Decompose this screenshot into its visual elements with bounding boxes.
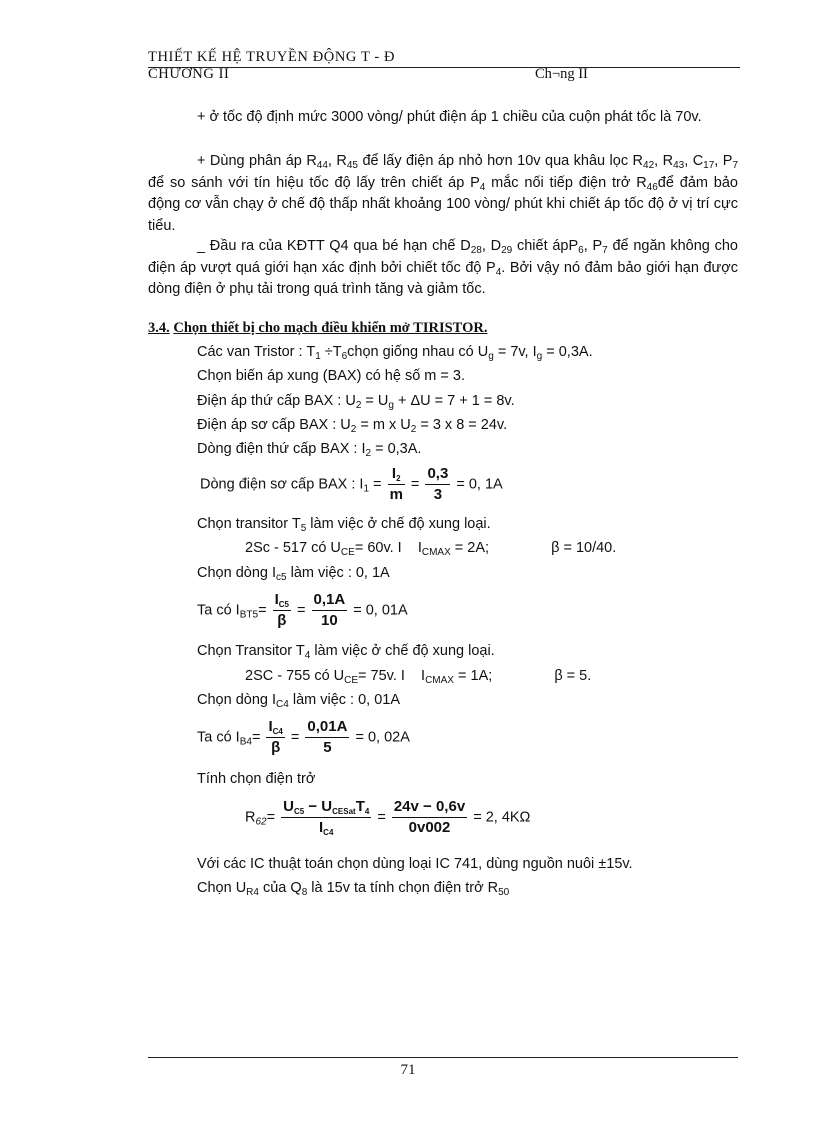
line-ic5: Chọn dòng $I_{c5}$ làm việc : 0, 1A (197, 565, 390, 583)
header-title: THIẾT KẾ HỆ TRUYỀN ĐỘNG T - Đ (148, 49, 396, 65)
line-resistor-title: Tính chọn điện trở (197, 771, 316, 787)
header-rule (148, 67, 740, 68)
line-ib4: Ta có $I_{B4}=$ $\frac{I_{C4}}{\beta}$ = $\frac{0,01A}{5}$ = 0, 02A (197, 718, 410, 756)
fraction-i2-m: $\frac{I_2}{m}$ (389, 465, 403, 503)
line-t5: Chọn transitor $T_5$ làm việc ở chế độ xung loại. (197, 516, 491, 534)
fraction-r62-left: $\frac{U_{C5} - U_{CESat}T_4}{I_{C4}}$ (283, 798, 370, 837)
footer-rule (148, 1057, 738, 1058)
line-2sc755: 2SC - 755 có $U_{CE}= 75v$. I $I_{CMAX} = 1A$; β = 5. (245, 668, 592, 686)
line-ic741: Với các IC thuật toán chọn dùng loại IC 741, dùng nguồn nuôi ±15v. (197, 856, 633, 872)
line-bax: Chọn biến áp xung (BAX) có hệ số m = 3. (197, 368, 466, 384)
header-chapter-right: Ch¬ng II (535, 66, 588, 82)
fraction-ic5-beta: $\frac{I_{C5}}{\beta}$ (274, 591, 289, 629)
paragraph-3-text: _ Đầu ra của KĐTT Q4 qua bé hạn chế $D_{28}$, $D_{29}$ chiết ápP$_6$, $P_7$ để ngăn không cho điện áp vượt quá giới hạn xác định bởi chiết tốc độ $P_4$. Bởi vậy nó đảm bảo giới hạn được dòng điện ở phụ tải trong quá trình tăng và giảm tốc. (148, 238, 738, 297)
paragraph-1 (148, 107, 738, 129)
line-ibt5: Ta có $I_{BT5}=$ $\frac{I_{C5}}{\beta}$ = $\frac{0,1A}{10}$ = 0, 01A (197, 591, 408, 629)
line-r62: $R_{62}=$ $\frac{U_{C5} - U_{CESat}T_4}{I_{C4}}$ = $\frac{24v - 0,6v}{0v002}$ = 2, 4KΩ (245, 798, 531, 837)
fraction-r62-right: $\frac{24v - 0,6v}{0v002}$ (393, 798, 466, 836)
line-secondary-voltage: Điện áp thứ cấp BAX : $U_2 = U_g + \Delta U = 7 + 1 = 8v$. (197, 393, 515, 411)
fraction-001a-5: $\frac{0,01A}{5}$ (307, 718, 348, 756)
line-ic4: Chọn dòng $I_{C4}$ làm việc : 0, 01A (197, 692, 401, 710)
header-chapter-left: CHƯƠNG II (148, 66, 230, 82)
paragraph-2-text: + Dùng phân áp $R_{44}$, $R_{45}$ để lấy điện áp nhỏ hơn 10v qua khâu lọc $R_{42}$, $R_{43}$, $C_{17}$, $P_7$ để so sánh với tín hiệu tốc độ lấy trên chiết áp $P_4$ mắc nối tiếp điện trở $R_{46}để$ đảm bảo động cơ vẫn chạy ở chế độ thấp nhất khoảng 100 vòng/ phút khi chiết áp tốc độ ở vị trí cực tiểu. (148, 153, 739, 234)
fraction-03-3: $\frac{0,3}{3}$ (427, 465, 449, 503)
line-primary-voltage: Điện áp sơ cấp BAX : $U_2 = m$ x $U_2 = 3$ x 8 = 24v. (197, 417, 508, 435)
line-primary-current: Dòng điện sơ cấp BAX : $I_1$ = $\frac{I_2}{m}$ = $\frac{0,3}{3}$ = 0, 1A (200, 465, 503, 503)
paragraph-3 (148, 236, 738, 301)
fraction-01a-10: $\frac{0,1A}{10}$ (313, 591, 346, 629)
line-ur4: Chọn $U_{R4}$ của $Q_8$ là 15v ta tính chọn điện trở $R_{50}$ (197, 880, 510, 898)
paragraph-1-text: + ở tốc độ định mức 3000 vòng/ phút điện áp 1 chiều của cuộn phát tốc là 70v. (197, 109, 702, 125)
paragraph-2 (148, 151, 738, 237)
line-t4: Chọn Transitor $T_4$ làm việc ở chế độ xung loại. (197, 643, 495, 661)
page-number: 71 (400, 1062, 416, 1078)
line-2sc517: 2Sc - 517 có $U_{CE}= 60v$. I $I_{CMAX} = 2A$; β = 10/40. (245, 540, 617, 558)
fraction-ic4-beta: $\frac{I_{C4}}{\beta}$ (268, 718, 283, 756)
section-title: Chọn thiết bị cho mạch điều khiển mở TIRISTOR. (173, 320, 488, 336)
line-thyristor: Các van Tristor : $T_1$ $\div T_6chọn$ giống nhau có $U_g = 7v$, $I_g = 0,3A$. (197, 344, 593, 362)
section-heading (148, 320, 487, 337)
section-number: 3.4. (148, 320, 170, 336)
line-secondary-current: Dòng điện thứ cấp BAX : $I_2 = 0,3A$. (197, 441, 422, 459)
